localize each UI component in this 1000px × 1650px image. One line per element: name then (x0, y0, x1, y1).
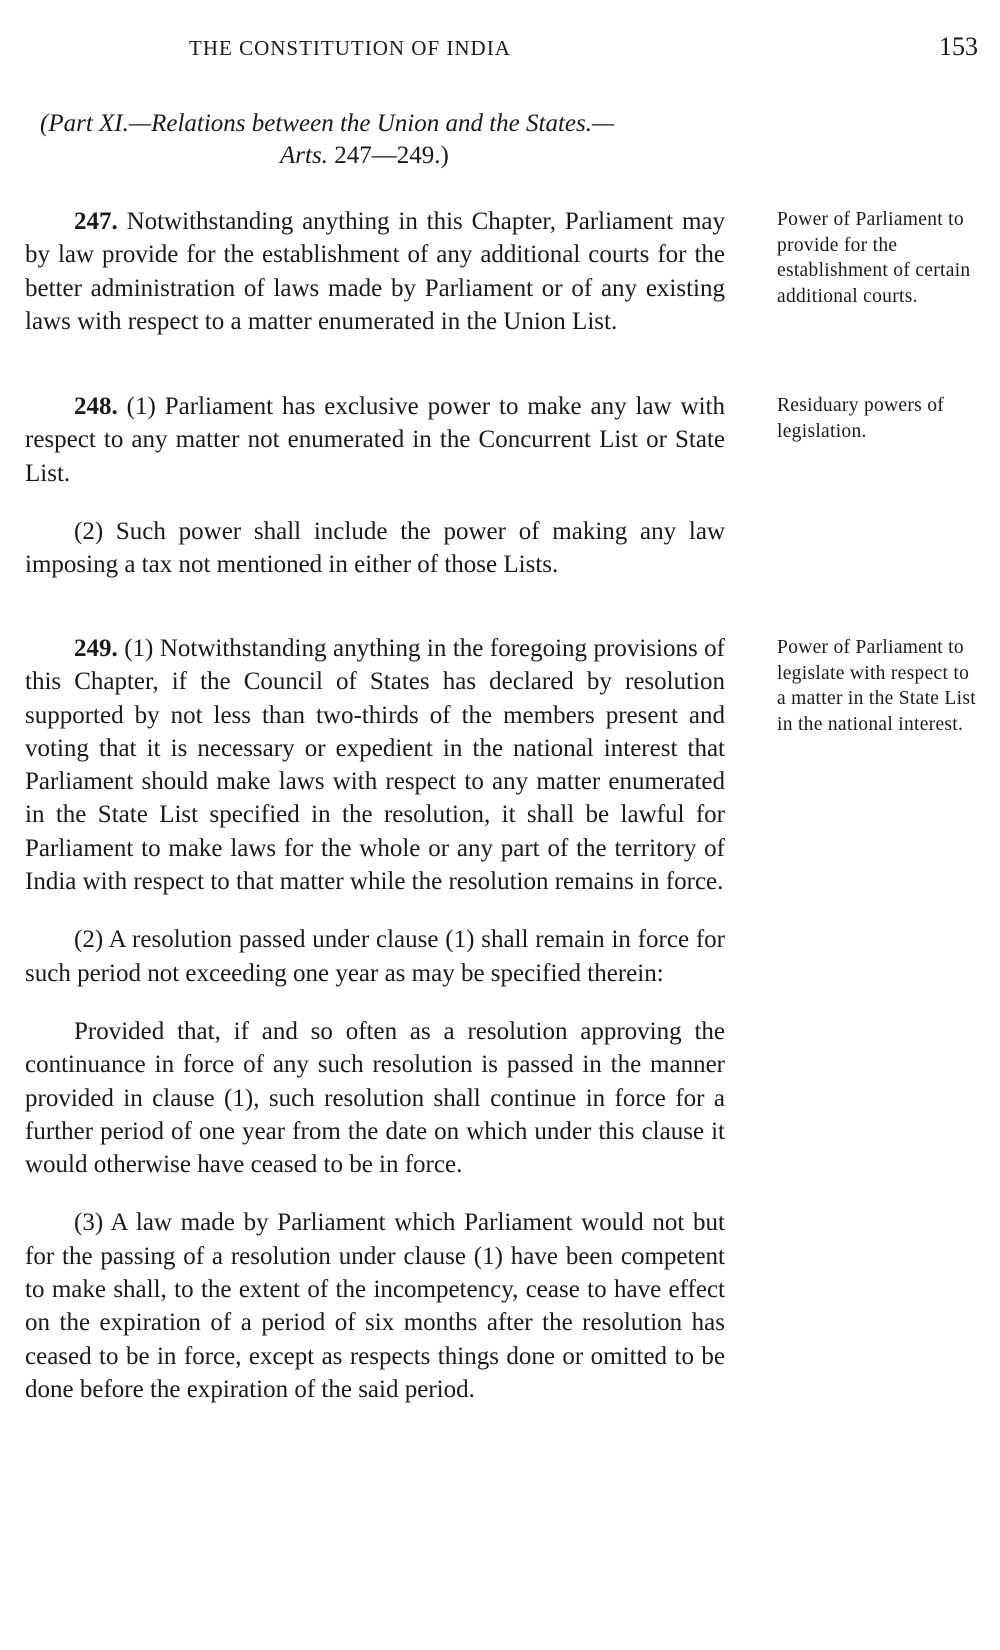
margin-note-248: Residuary powers of legislation. (777, 395, 945, 442)
article-249-clause-2: (2) A resolution passed under clause (1) shall remain in force for such period not exceeding one year as may be specified therein: (25, 926, 725, 987)
page-number: 153 (939, 32, 978, 61)
article-249 (25, 632, 725, 1406)
article-249-clause-1: 249. (1) Notwithstanding anything in the foregoing provisions of this Chapter, if the Council of States has declared by resolution supported by not less than two-thirds of the members present and voting that it is necessary or expedient in the national interest that Parliament should make laws with respect to any matter enumerated in the State List specified in the resolution, it shall be lawful for Parliament to make laws for the whole or any part of the territory of India with respect to that matter while the resolution remains in force. (25, 635, 725, 896)
part-caption-line1: (Part XI.—Relations between the Union and the States.— (40, 110, 615, 137)
margin-note-247: Power of Parliament to provide for the establishment of certain additional courts. (777, 209, 971, 308)
running-head-title: THE CONSTITUTION OF INDIA (189, 36, 511, 60)
article-number: 247. (74, 208, 118, 235)
article-247-text: 247. Notwithstanding anything in this Chapter, Parliament may by law provide for the establishment of any additional courts for the better administration of laws made by Parliament or of any existing laws with respect to a matter enumerated in the Union List. (25, 208, 725, 335)
article-248 (25, 390, 725, 581)
article-number: 248. (74, 393, 118, 420)
article-248-clause-2: (2) Such power shall include the power of making any law imposing a tax not mentioned in either of those Lists. (25, 517, 725, 579)
article-249-clause-3: (3) A law made by Parliament which Parliament would not but for the passing of a resolution under clause (1) have been competent to make shall, to the extent of the incompetency, cease to have effect on the expiration of a period of six months after the resolution has ceased to be in force, except as respects things done or omitted to be done before the expiration of the said period. (25, 1209, 725, 1403)
part-caption-line2: Arts. 247—249.) (280, 142, 449, 169)
article-248-clause-1: 248. (1) Parliament has exclusive power to make any law with respect to any matter not enumerated in the Concurrent List or State List. (25, 393, 725, 487)
part-caption (40, 108, 740, 172)
margin-note-249: Power of Parliament to legislate with respect to a matter in the State List in the national interest. (777, 637, 976, 736)
article-249-proviso: Provided that, if and so often as a resolution approving the continuance in force of any such resolution is passed in the manner provided in clause (1), such resolution shall continue in force for a further period of one year from the date on which under this clause it would otherwise have ceased to be in force. (25, 1017, 725, 1179)
article-number: 249. (74, 635, 118, 662)
article-247 (25, 205, 725, 338)
